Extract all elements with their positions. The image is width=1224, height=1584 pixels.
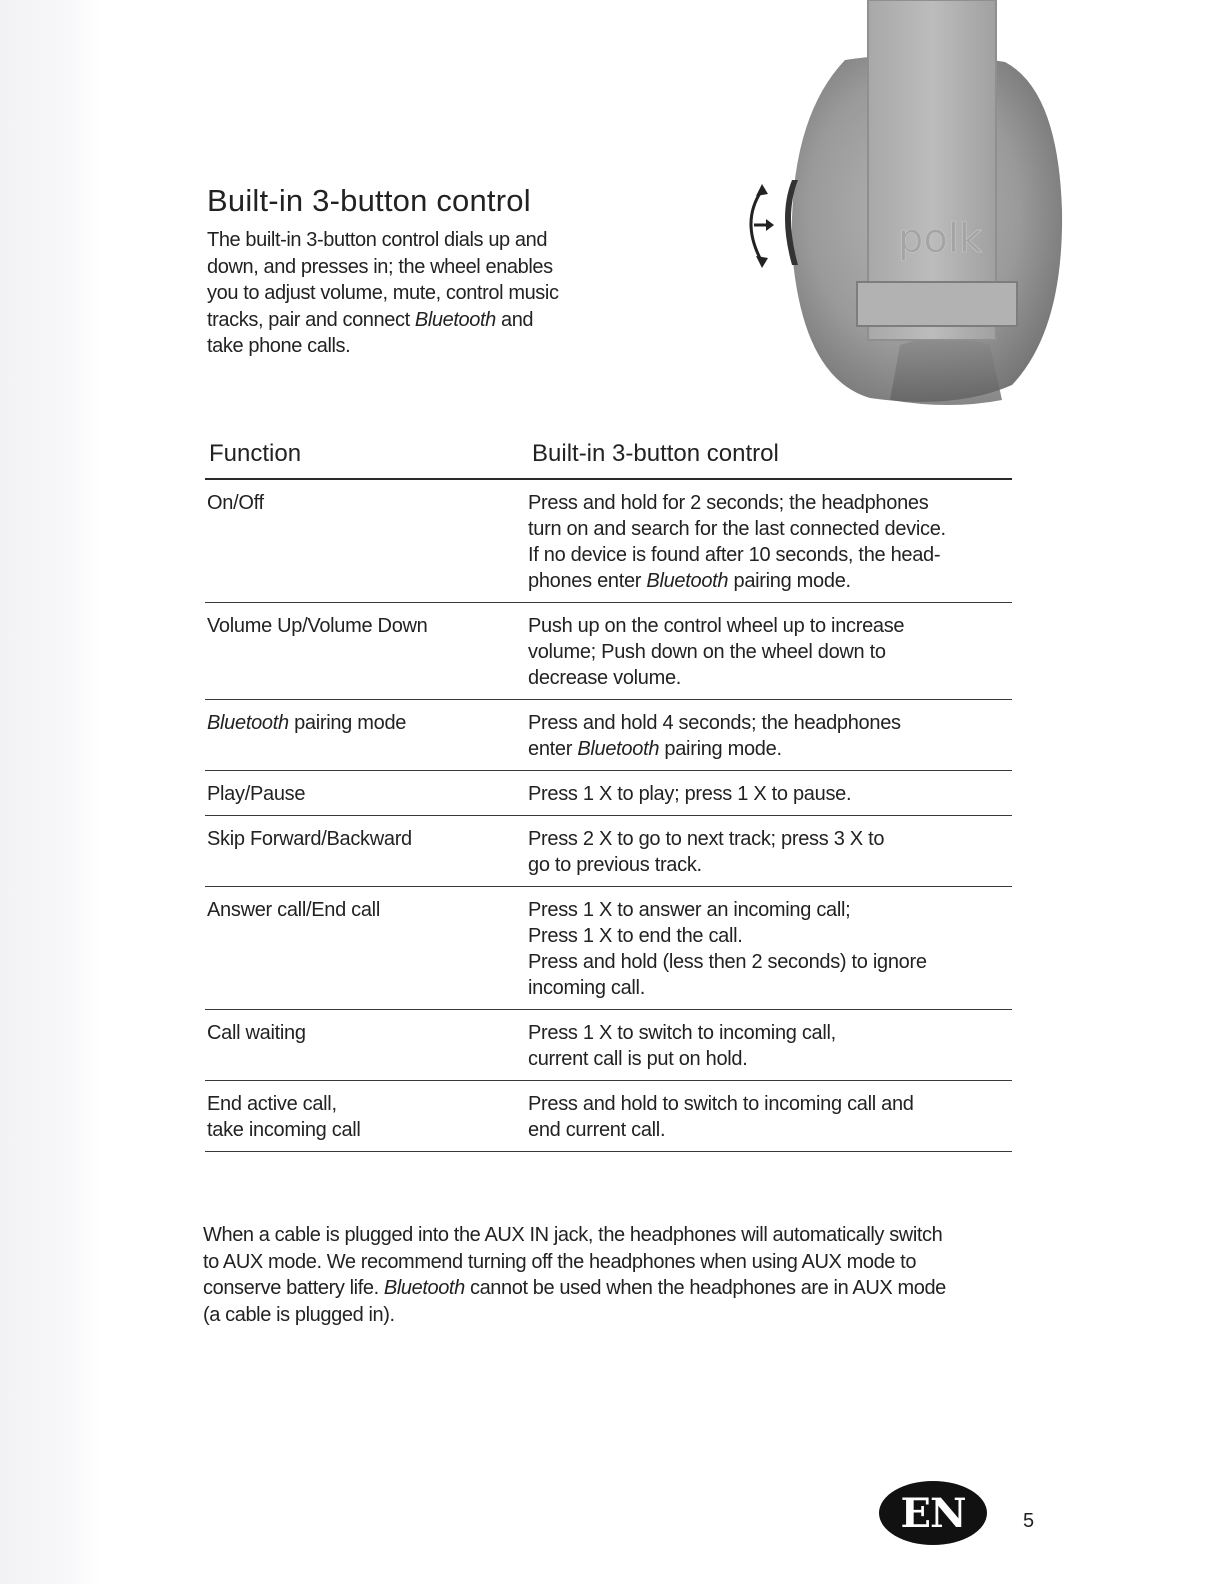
control-line: Press 1 X to switch to incoming call, [528,1022,836,1044]
control-line: incoming call. [528,977,645,999]
control-cell [528,1091,1012,1143]
function-table [205,430,1012,1152]
intro-line: tracks, pair and connect Bluetooth and [207,308,534,331]
italic-term: Bluetooth [383,1277,465,1299]
control-line: volume; Push down on the wheel down to [528,641,886,663]
control-cell [528,1020,1012,1072]
function-line: Play/Pause [207,783,306,805]
control-cell [528,781,1012,807]
intro-paragraph [207,227,627,360]
control-line: Press 2 X to go to next track; press 3 X to [528,828,885,850]
earcup-base [890,338,1002,406]
function-cell [205,710,528,762]
language-badge: EN [879,1481,987,1545]
function-line: On/Off [207,492,264,514]
table-row [205,700,1012,771]
intro-line: you to adjust volume, mute, control music [207,282,559,304]
control-cell [528,490,1012,594]
slider-cap [857,282,1017,326]
control-cell [528,613,1012,691]
intro-line: down, and presses in; the wheel enables [207,255,553,278]
control-line: Press and hold (less then 2 seconds) to ignore [528,951,927,973]
page-edge-shading [0,0,100,1584]
control-line: Press 1 X to answer an incoming call; [528,899,851,921]
headphone-earcup-illustration [740,0,1070,410]
control-line: Press and hold 4 seconds; the headphones [528,712,901,734]
header-control: Built-in 3-button control [532,440,779,467]
function-line: Bluetooth pairing mode [207,712,407,734]
control-line: end current call. [528,1119,666,1141]
function-cell [205,897,528,1001]
control-line: Press 1 X to play; press 1 X to pause. [528,783,852,805]
function-line: End active call, [207,1093,337,1115]
table-row [205,887,1012,1010]
italic-term: Bluetooth [646,570,729,592]
function-line: Call waiting [207,1022,306,1044]
function-line: Answer call/End call [207,899,380,921]
italic-term: Bluetooth [414,308,496,331]
function-line: Skip Forward/Backward [207,828,412,850]
up-down-arrow-icon [751,184,774,268]
intro-section [207,183,627,360]
table-row [205,480,1012,603]
intro-line: The built-in 3-button control dials up and [207,229,548,251]
intro-line: take phone calls. [207,335,351,357]
function-cell [205,781,528,807]
control-line: decrease volume. [528,667,682,689]
earcup-image [740,0,1070,410]
footer-line: conserve battery life. Bluetooth cannot be used when the headphones are in AUX mode [203,1277,946,1299]
function-cell [205,1091,528,1143]
control-cell [528,826,1012,878]
function-line: take incoming call [207,1119,361,1141]
footer-line: (a cable is plugged in). [203,1303,395,1326]
footer-line: to AUX mode. We recommend turning off the headphones when using AUX mode to [203,1250,917,1273]
function-cell [205,613,528,691]
aux-mode-note [203,1222,1033,1328]
function-line: Volume Up/Volume Down [207,615,428,637]
function-cell [205,1020,528,1072]
control-line: turn on and search for the last connected device. [528,518,946,540]
table-row [205,603,1012,700]
control-line: Press and hold to switch to incoming call and [528,1093,914,1115]
table-row [205,771,1012,816]
footer-line: When a cable is plugged into the AUX IN jack, the headphones will automatically switch [203,1224,943,1246]
italic-term: Bluetooth [207,712,289,734]
control-line: go to previous track. [528,854,702,876]
function-cell [205,490,528,594]
control-line: Push up on the control wheel up to increase [528,615,905,637]
brand-logo-text: polk [898,216,983,262]
section-title: Built-in 3-button control [207,183,531,218]
control-line: enter Bluetooth pairing mode. [528,738,782,760]
table-row [205,1010,1012,1081]
control-cell [528,897,1012,1001]
table-row [205,816,1012,887]
table-body [205,480,1012,1152]
table-row [205,1081,1012,1152]
control-line: phones enter Bluetooth pairing mode. [528,570,851,592]
page-number: 5 [1023,1510,1035,1532]
control-line: Press 1 X to end the call. [528,925,743,947]
control-line: If no device is found after 10 seconds, the head- [528,544,941,566]
header-function: Function [209,440,302,467]
italic-term: Bluetooth [577,738,660,760]
control-line: Press and hold for 2 seconds; the headphones [528,492,929,514]
function-cell [205,826,528,878]
control-line: current call is put on hold. [528,1048,748,1070]
control-cell [528,710,1012,762]
table-header [205,430,1012,480]
